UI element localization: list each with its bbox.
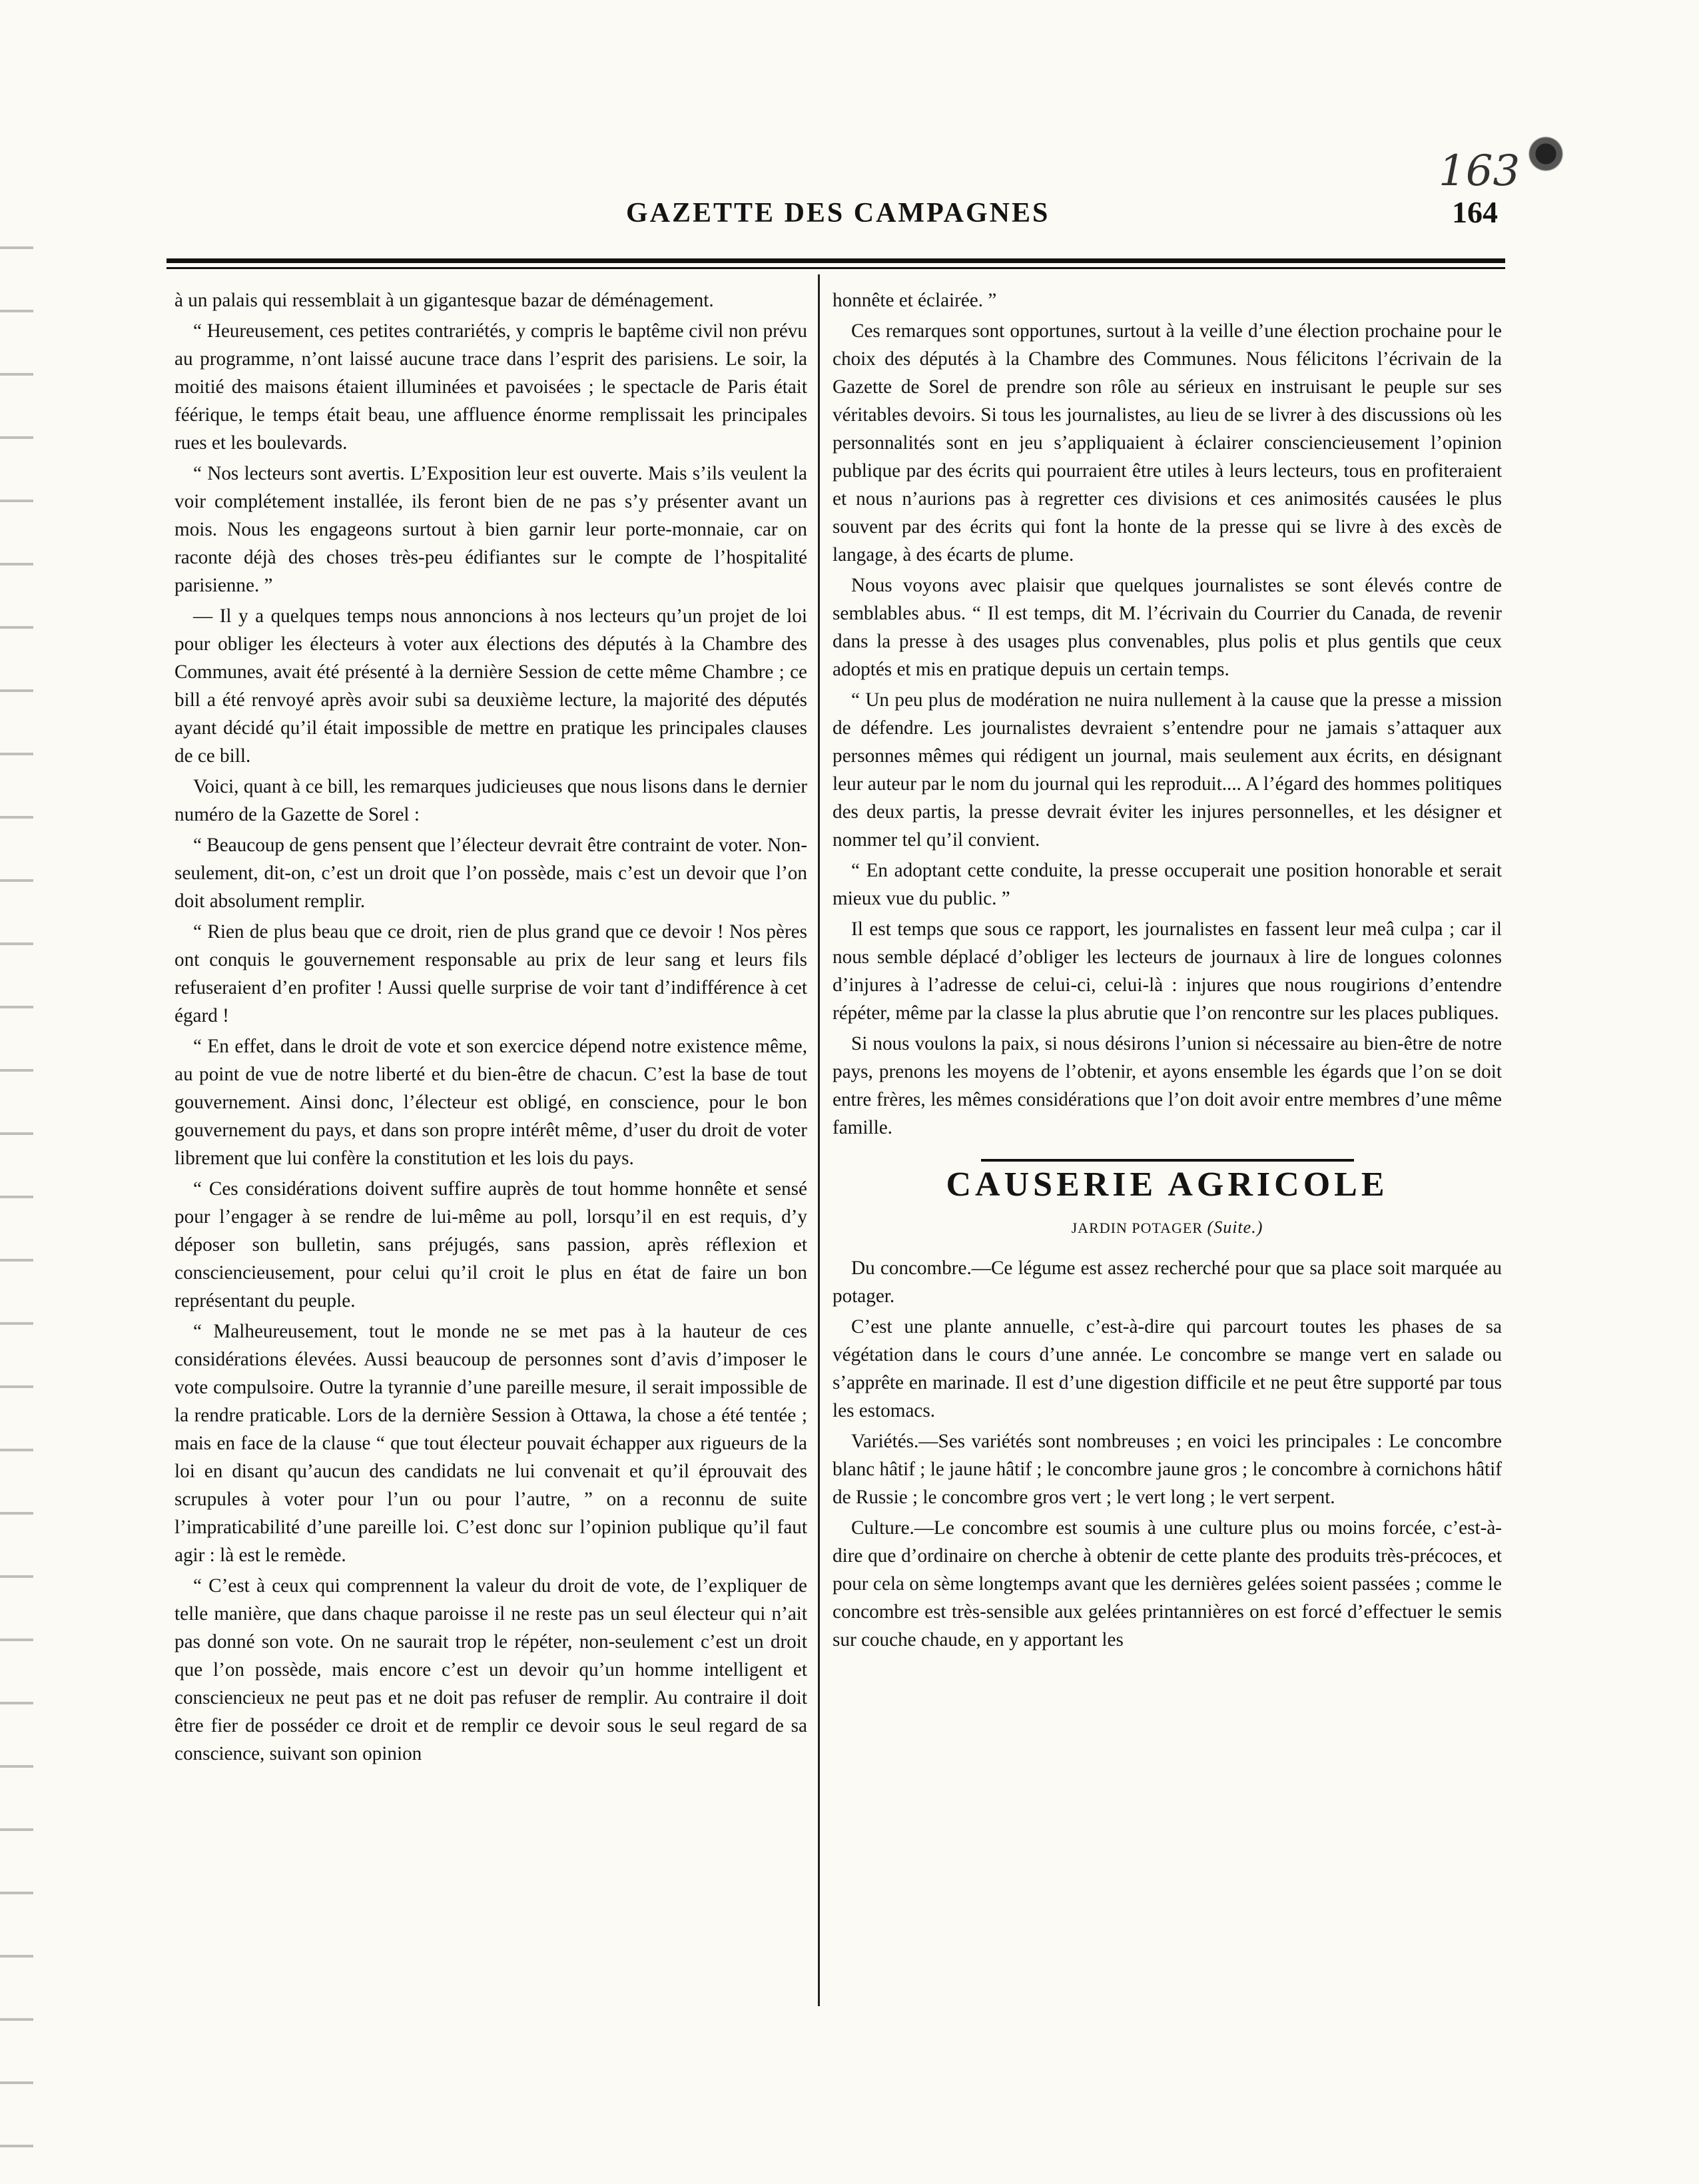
scan-edge-marks [0, 220, 33, 2151]
handwritten-page-number: 163 [1439, 147, 1521, 196]
paragraph: “ Rien de plus beau que ce droit, rien de plus grand que ce devoir ! Nos pères ont conquis le gouvernement responsable au prix de leur sang et leurs fils refuseraient d’en profiter ! Aussi quelle surprise de voir tant d’indifférence à cet égard ! [174, 921, 807, 1026]
right-column [833, 286, 1502, 1656]
section-subtitle-text: JARDIN POTAGER [1071, 1220, 1203, 1236]
paragraph: Il est temps que sous ce rapport, les journalistes en fassent leur meâ culpa ; car il nous semble déplacé d’obliger les lecteurs de journaux à lire de longues colonnes d’injures à l’adresse de celui-ci, celui-là : injures que nous rougirions d’entendre répéter, même par la classe la plus abrutie que l’on rencontre sur les places publiques. [833, 918, 1502, 1024]
section-subtitle [833, 1214, 1502, 1242]
paragraph: “ Nos lecteurs sont avertis. L’Exposition leur est ouverte. Mais s’ils veulent la voir complétement installée, ils feront bien de ne pas s’y présenter avant un mois. Nous les engageons surtout à bien garnir leur porte-monnaie, car on raconte déjà des choses très-peu édifiantes sur le compte de l’hospitalité parisienne. ” [174, 463, 807, 596]
paragraph: Voici, quant à ce bill, les remarques judicieuses que nous lisons dans le dernier numéro de la Gazette de Sorel : [174, 776, 807, 825]
paragraph: “ En adoptant cette conduite, la presse occuperait une position honorable et serait mieux vue du public. ” [833, 860, 1502, 909]
paragraph: Nous voyons avec plaisir que quelques journalistes se sont élevés contre de semblables abus. “ Il est temps, dit M. l’écrivain du Courrier du Canada, de revenir dans la presse à des usages plus convenables, plus polis et plus gentils que ceux adoptés et mis en pratique depuis un certain temps. [833, 575, 1502, 680]
paragraph: Si nous voulons la paix, si nous désirons l’union si nécessaire au bien-être de notre pays, prenons les moyens de l’obtenir, et ayons ensemble les égards que l’on se doit entre frères, les mêmes considérations que l’on doit avoir entre membres d’une même famille. [833, 1033, 1502, 1138]
section-title: CAUSERIE AGRICOLE [946, 1166, 1389, 1204]
paragraph: Culture.—Le concombre est soumis à une culture plus ou moins forcée, c’est-à-dire que d’ordinaire on cherche à obtenir de cette plante des produits très-précoces, et pour cela on sème longtemps avant que les dernières gelées soient passées ; comme le concombre est très-sensible aux gelées printannières on est forcé d’effectuer le semis sur couche chaude, en y apportant les [833, 1517, 1502, 1650]
paragraph: Ces remarques sont opportunes, surtout à la veille d’une élection prochaine pour le choix des députés à la Chambre des Communes. Nous félicitons l’écrivain de la Gazette de Sorel de prendre son rôle au sérieux en instruisant le peuple sur ses véritables devoirs. Si tous les journalistes, au lieu de se livrer à des discussions où les personnalités sont en jeu s’appliquaient à éclairer consciencieusement l’opinion publique par des écrits qui pourraient être utiles à leurs lecteurs, tous en profiteraient et nous n’aurions pas à regretter ces divisions et ces animosités causées le plus souvent par des écrits qui font la honte de la presse qui se livre à des excès de langage, à des écarts de plume. [833, 320, 1502, 565]
paragraph: à un palais qui ressemblait à un gigantesque bazar de déménagement. [174, 290, 714, 311]
paragraph: “ Malheureusement, tout le monde ne se met pas à la hauteur de ces considérations élevées. Aussi beaucoup de personnes sont d’avis d’imposer le vote compulsoire. Outre la tyrannie d’une pareille mesure, il serait impossible de la rendre praticable. Lors de la dernière Session à Ottawa, la chose a été tentée ; mais en face de la clause “ que tout électeur pouvait échapper aux rigueurs de la loi en disant qu’aucun des candidats ne lui convenait et qu’il éprouvait des scrupules à voter pour l’un ou pour l’autre, ” on a reconnu de suite l’impraticabilité d’une pareille loi. C’est donc sur l’opinion publique qu’il faut agir : là est le remède. [174, 1321, 807, 1566]
column-divider [818, 274, 820, 2006]
page-number: 164 [1452, 195, 1498, 229]
paragraph: Du concombre.—Ce légume est assez recherché pour que sa place soit marquée au potager. [833, 1258, 1502, 1307]
ink-blot-icon [1525, 133, 1566, 175]
paragraph: “ Ces considérations doivent suffire auprès de tout homme honnête et sensé pour l’engager à se rendre de lui-même au poll, lorsqu’il en est requis, d’y déposer son bulletin, sans préjugés, sans passion, après réflexion et consciencieusement, pour celui qu’il croit le plus en état de faire un bon représentant du peuple. [174, 1178, 807, 1311]
header-rule-thin [167, 267, 1505, 269]
paragraph: “ C’est à ceux qui comprennent la valeur du droit de vote, de l’expliquer de telle manière, que dans chaque paroisse il ne reste pas un seul électeur qui n’ait pas donné son vote. On ne saurait trop le répéter, non-seulement c’est un droit que l’on possède, mais encore c’est un devoir qu’un homme intelligent et consciencieux ne peut pas et ne doit pas refuser de remplir. Au contraire il doit être fier de posséder ce droit et de remplir ce devoir sous le seul regard de sa conscience, suivant son opinion [174, 1575, 807, 1764]
paragraph: “ Heureusement, ces petites contrariétés, y compris le baptême civil non prévu au programme, n’ont laissé aucune trace dans l’esprit des parisiens. Le soir, la moitié des maisons étaient illuminées et pavoisées ; le spectacle de Paris était féérique, le temps était beau, une affluence énorme remplissait les principales rues et les boulevards. [174, 320, 807, 454]
paragraph: honnête et éclairée. ” [833, 290, 997, 311]
paragraph: “ Beaucoup de gens pensent que l’électeur devrait être contraint de voter. Non-seulement, dit-on, c’est un droit que l’on possède, mais c’est un devoir que l’on doit absolument remplir. [174, 835, 807, 912]
paragraph: Variétés.—Ses variétés sont nombreuses ; en voici les principales : Le concombre blanc hâtif ; le jaune hâtif ; le concombre jaune gros ; le concombre à cornichons hâtif de Russie ; le concombre gros vert ; le vert long ; le vert serpent. [833, 1431, 1502, 1508]
section-subtitle-suffix: (Suite.) [1207, 1218, 1263, 1237]
left-column [174, 286, 807, 1770]
paragraph: “ En effet, dans le droit de vote et son exercice dépend notre existence même, au point de vue de notre liberté et du bien-être de chacun. C’est la base de tout gouvernement. Ainsi donc, l’électeur est obligé, en conscience, pour le bon gouvernement du pays, et dans son propre intérêt même, d’user du droit de voter librement que lui confère la constitution et les lois du pays. [174, 1036, 807, 1169]
newspaper-title: GAZETTE DES CAMPAGNES [626, 198, 1050, 228]
section-rule [981, 1159, 1354, 1162]
paragraph: “ Un peu plus de modération ne nuira nullement à la cause que la presse a mission de défendre. Les journalistes devraient s’entendre pour ne jamais s’attaquer aux personnes mêmes qui rédigent un journal, mais seulement aux écrits, en désignant leur auteur par le nom du journal qui les reproduit.... A l’égard des hommes politiques des deux partis, la presse devrait éviter les injures personnelles, et les désigner et nommer tel qu’il convient. [833, 689, 1502, 851]
paragraph: C’est une plante annuelle, c’est-à-dire qui parcourt toutes les phases de sa végétation dans le cours d’une année. Le concombre se mange vert en salade ou s’apprête en marinade. Il est d’une digestion difficile et ne peut être supporté par tous les estomacs. [833, 1316, 1502, 1421]
header-rule-thick [167, 258, 1505, 263]
paragraph: — Il y a quelques temps nous annoncions à nos lecteurs qu’un projet de loi pour obliger les électeurs à voter aux élections des députés à la Chambre des Communes, avait été présenté à la dernière Session de cette même Chambre ; ce bill a été renvoyé après avoir subi sa deuxième lecture, la majorité des députés ayant décidé qu’il était impossible de mettre en pratique les principales clauses de ce bill. [174, 605, 807, 767]
